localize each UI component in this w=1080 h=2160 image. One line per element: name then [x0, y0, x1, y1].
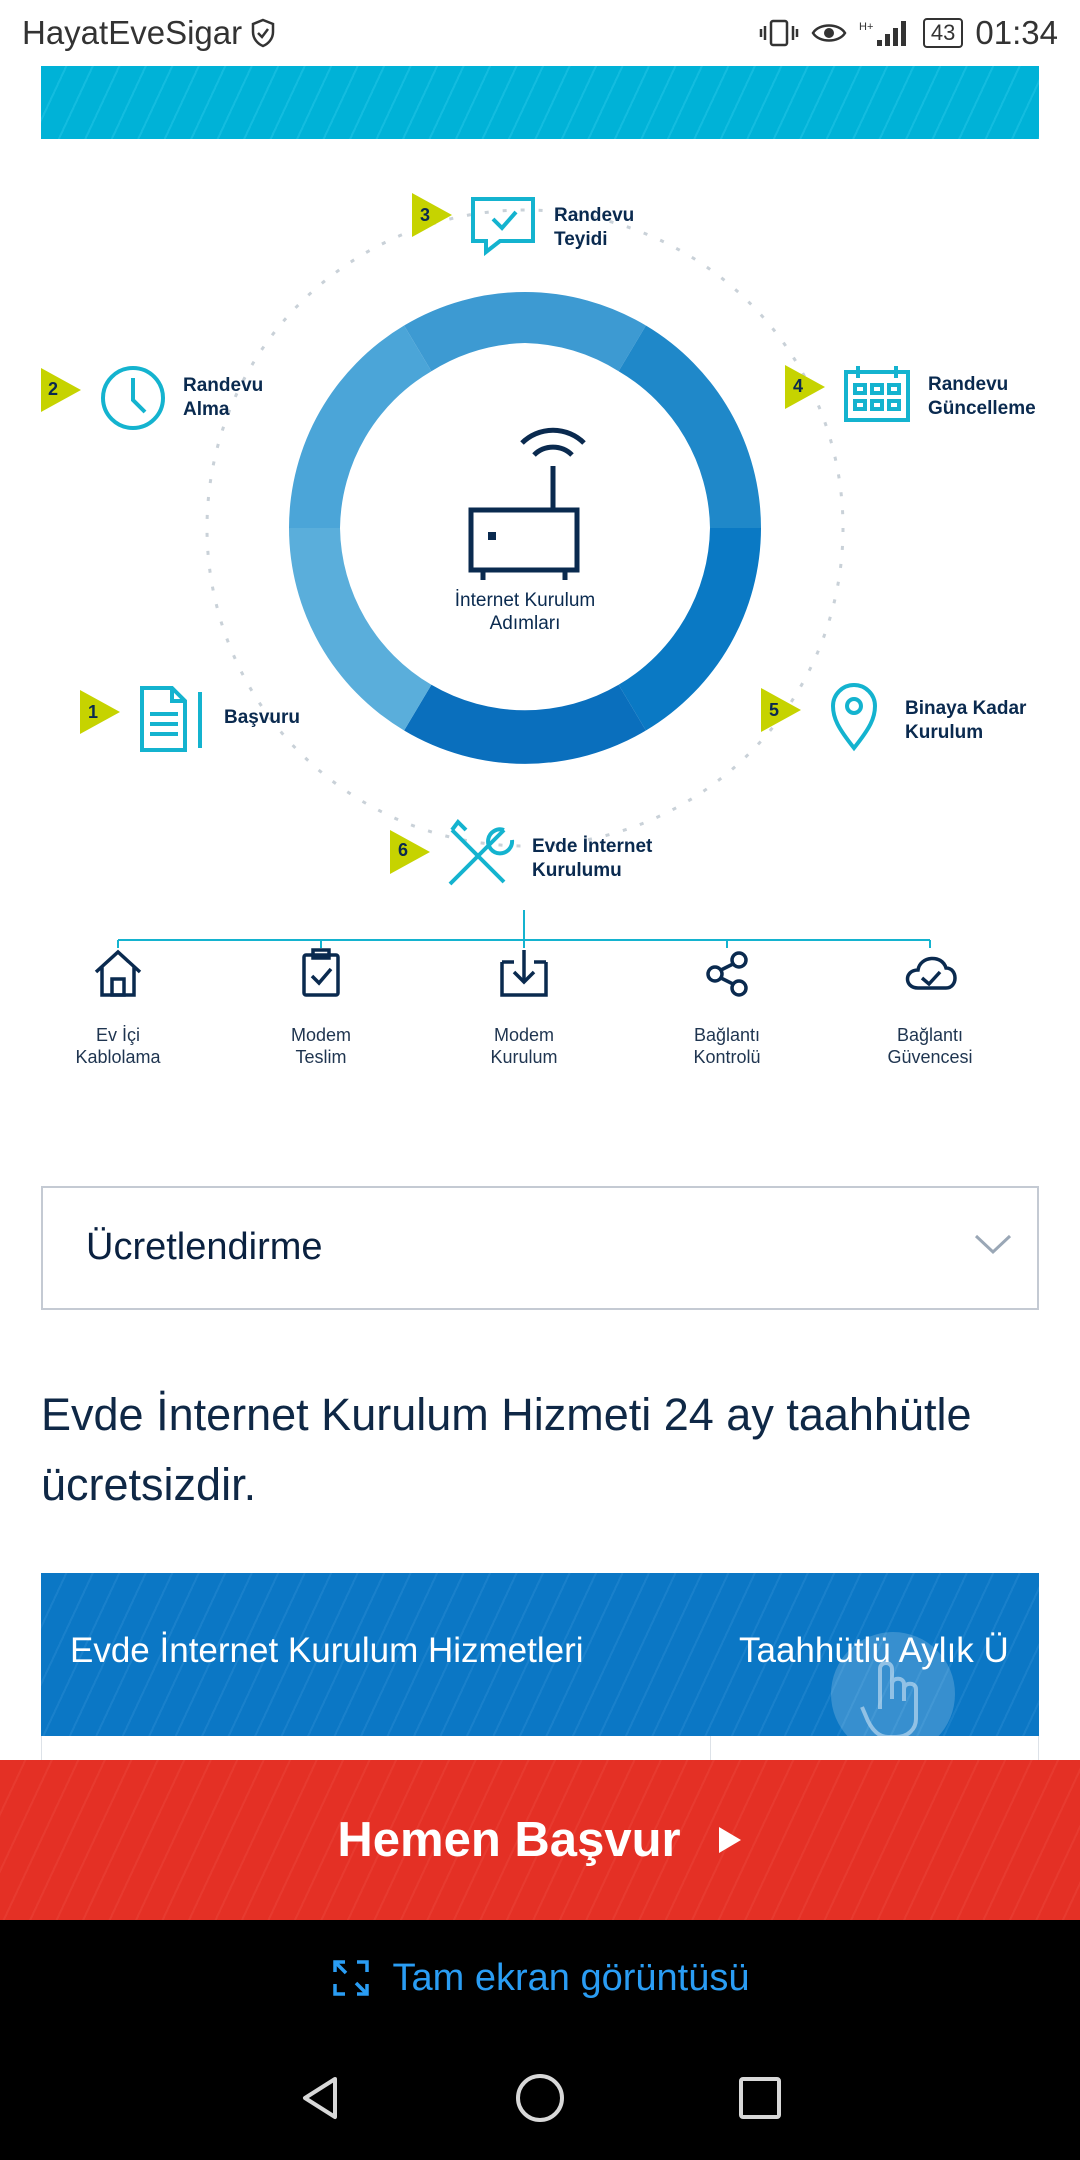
navigation-bar — [0, 2036, 1080, 2160]
status-right — [759, 14, 1058, 52]
shield-icon — [250, 18, 276, 48]
step-number-3: 3 — [420, 205, 431, 225]
center-label-line1: İnternet Kurulum — [454, 590, 596, 611]
table-header-services: Evde İnternet Kurulum Hizmetleri — [70, 1631, 584, 1670]
play-arrow-icon — [717, 1825, 743, 1855]
step-label-1: Başvuru — [224, 707, 301, 728]
full-screenshot-label: Tam ekran görüntüsü — [392, 1956, 750, 1999]
signal-icon — [859, 18, 911, 48]
battery-indicator: 43 — [923, 18, 963, 48]
download-box-icon — [502, 950, 546, 995]
status-bar — [0, 0, 1080, 66]
step-number-1: 1 — [88, 702, 99, 722]
eye-icon — [811, 18, 847, 48]
home-icon — [96, 952, 140, 995]
center-label-line2: Adımları — [489, 613, 561, 634]
step-label-2: Randevu Alma — [183, 375, 264, 420]
services-table-header — [41, 1573, 1039, 1736]
table-row — [41, 1736, 1039, 1760]
document-icon — [142, 688, 200, 750]
recent-apps-icon[interactable] — [735, 2073, 785, 2123]
cloud-check-icon — [908, 958, 956, 988]
sub-step-modem-teslim: Modem Teslim — [290, 1025, 352, 1067]
sub-step-baglanti-guvencesi: Bağlantı Güvencesi — [887, 1025, 973, 1067]
donut-ring — [289, 292, 761, 764]
sub-step-modem-kurulum: Modem Kurulum — [490, 1025, 558, 1067]
table-header-monthly: Taahhütlü Aylık Ü — [739, 1631, 1009, 1670]
sub-step-ev-ici-kablolama: Ev İçi Kablolama — [75, 1025, 161, 1067]
table-row-divider — [710, 1736, 711, 1760]
expand-icon — [331, 1958, 371, 1998]
step-label-5: Binaya Kadar Kurulum — [905, 698, 1027, 743]
promo-text: Evde İnternet Kurulum Hizmeti 24 ay taahhütle ücretsizdir. — [41, 1389, 972, 1510]
connector-lines — [118, 910, 930, 948]
clock: 01:34 — [975, 14, 1058, 51]
apply-now-button[interactable] — [0, 1760, 1080, 1920]
tools-icon — [450, 822, 512, 884]
app-name: HayatEveSigar — [22, 14, 243, 51]
vibrate-icon — [759, 18, 799, 48]
step-label-6: Evde İnternet Kurulumu — [532, 836, 653, 881]
location-pin-icon — [833, 685, 875, 748]
home-button-icon[interactable] — [513, 2071, 567, 2125]
sub-step-baglanti-kontrolu: Bağlantı Kontrolü — [693, 1025, 761, 1067]
back-icon[interactable] — [295, 2073, 345, 2123]
router-icon — [471, 430, 584, 580]
center-label — [425, 589, 625, 635]
chat-check-icon — [473, 199, 533, 252]
step-label-3: Randevu Teyidi — [554, 205, 635, 250]
step-label-4: Randevu Güncelleme — [928, 374, 1036, 419]
clock-icon — [103, 368, 163, 428]
step-badges — [41, 193, 825, 874]
pricing-accordion[interactable] — [41, 1186, 1039, 1310]
chevron-down-icon — [973, 1232, 1013, 1256]
step-number-4: 4 — [793, 376, 804, 396]
hero-banner — [41, 66, 1039, 139]
swipe-hint-icon — [828, 1629, 958, 1736]
status-left — [22, 14, 276, 52]
share-nodes-icon — [708, 953, 746, 995]
step-number-2: 2 — [48, 379, 59, 399]
clipboard-check-icon — [304, 950, 338, 995]
step-number-5: 5 — [769, 700, 780, 720]
full-screenshot-bar[interactable] — [0, 1920, 1080, 2036]
apply-now-label: Hemen Başvur — [337, 1813, 681, 1867]
accordion-title: Ücretlendirme — [86, 1226, 323, 1268]
installation-steps-diagram — [0, 140, 1080, 1100]
step-number-6: 6 — [398, 840, 409, 860]
svg-text:H+: H+ — [858, 21, 874, 33]
calendar-icon — [846, 366, 908, 420]
